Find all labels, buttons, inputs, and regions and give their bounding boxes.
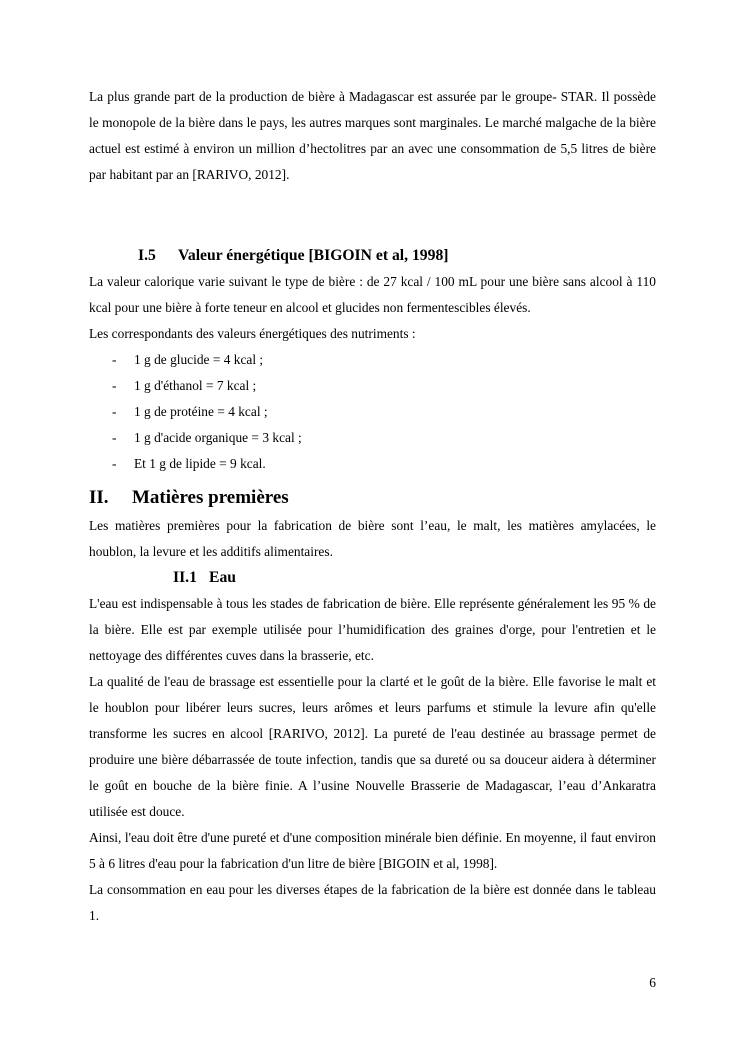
nutrient-energy-list xyxy=(89,347,656,477)
section-ii-heading xyxy=(89,483,656,513)
section-ii1-paragraph-3: Ainsi, l'eau doit être d'une pureté et d'une composition minérale bien définie. En moyenne, il faut environ 5 à 6 litres d'eau pour la fabrication d'un litre de bière [BIGOIN et al, 1998]. xyxy=(89,830,656,871)
section-i5-heading xyxy=(89,243,656,269)
section-ii-paragraph: Les matières premières pour la fabrication de bière sont l’eau, le malt, les matières amylacées, le houblon, la levure et les additifs alimentaires. xyxy=(89,518,656,559)
list-item-text: Et 1 g de lipide = 9 kcal. xyxy=(134,456,266,471)
list-item xyxy=(89,451,656,477)
section-i5-paragraph-2: Les correspondants des valeurs énergétiques des nutriments : xyxy=(89,326,416,341)
section-i5-paragraph-1: La valeur calorique varie suivant le type de bière : de 27 kcal / 100 mL pour une bière sans alcool à 110 kcal pour une bière à forte teneur en alcool et glucides non fermentescibles élevés. xyxy=(89,274,656,315)
section-spacer xyxy=(89,188,656,243)
intro-paragraph: La plus grande part de la production de bière à Madagascar est assurée par le groupe- STAR. Il possède le monopole de la bière dans le pays, les autres marques sont marginales. Le marché malgache de la bière actuel est estimé à environ un million d’hectolitres par an avec une consommation de 5,5 litres de bière par habitant par an [RARIVO, 2012]. xyxy=(89,89,656,182)
section-ii-title: Matières premières xyxy=(132,487,289,508)
page-number: 6 xyxy=(649,975,656,990)
section-ii1-paragraph-2: La qualité de l'eau de brassage est essentielle pour la clarté et le goût de la bière. Elle favorise le malt et le houblon pour libérer leurs sucres, leurs arômes et leurs parfums et stimule la levure afin qu'elle transforme les sucres en alcool [RARIVO, 2012]. La pureté de l'eau destinée au brassage permet de produire une bière débarrassée de toute infection, tandis que sa dureté ou sa douceur aidera à déterminer le goût en bouche de la bière finie. A l’usine Nouvelle Brasserie de Madagascar, l’eau d’Ankaratra utilisée est douce. xyxy=(89,674,656,819)
section-ii1-heading xyxy=(89,565,656,591)
document-page xyxy=(89,84,656,929)
section-i5-title: Valeur énergétique [BIGOIN et al, 1998] xyxy=(178,247,449,264)
list-item xyxy=(89,399,656,425)
list-bullet: - xyxy=(112,456,117,471)
section-ii1-paragraph-4: La consommation en eau pour les diverses étapes de la fabrication de la bière est donnée dans le tableau 1. xyxy=(89,882,656,923)
list-item xyxy=(89,425,656,451)
section-i5-number: I.5 xyxy=(138,247,156,264)
list-item xyxy=(89,347,656,373)
list-item-text: 1 g de glucide = 4 kcal ; xyxy=(134,352,264,367)
list-item-text: 1 g d'acide organique = 3 kcal ; xyxy=(134,430,302,445)
list-bullet: - xyxy=(112,352,117,367)
section-ii1-title: Eau xyxy=(209,569,236,586)
list-bullet: - xyxy=(112,430,117,445)
list-item-text: 1 g de protéine = 4 kcal ; xyxy=(134,404,268,419)
section-ii-number: II. xyxy=(89,487,109,508)
list-item-text: 1 g d'éthanol = 7 kcal ; xyxy=(134,378,257,393)
list-bullet: - xyxy=(112,378,117,393)
list-bullet: - xyxy=(112,404,117,419)
section-ii1-paragraph-1: L'eau est indispensable à tous les stades de fabrication de bière. Elle représente généralement les 95 % de la bière. Elle est par exemple utilisée pour l’humidification des graines d'orge, pour l'entretien et le nettoyage des différentes cuves dans la brasserie, etc. xyxy=(89,596,656,663)
list-item xyxy=(89,373,656,399)
section-ii1-number: II.1 xyxy=(173,569,197,586)
